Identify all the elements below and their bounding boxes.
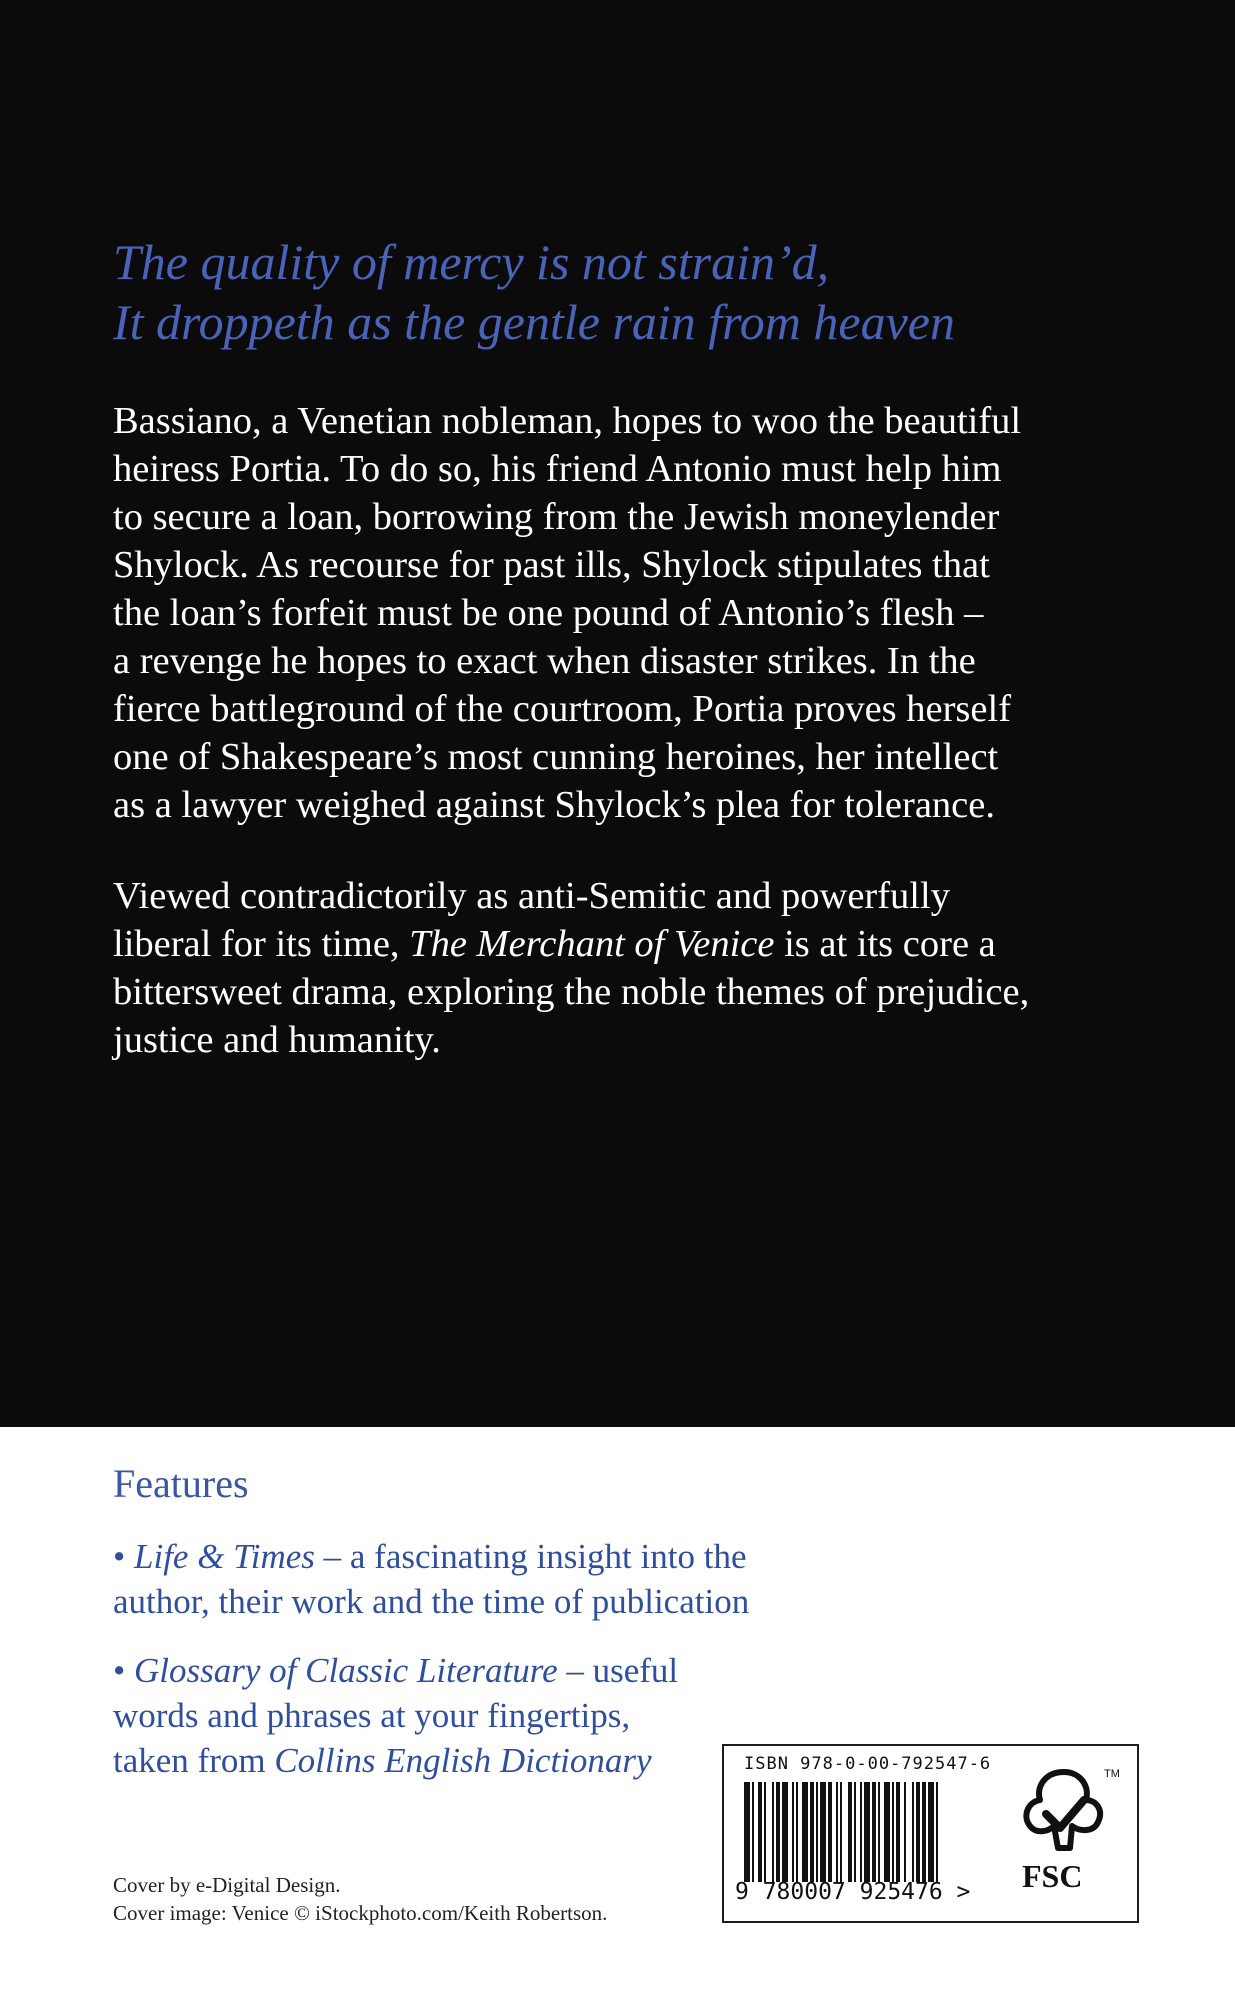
synopsis-line: fierce battleground of the courtroom, Portia proves herself bbox=[113, 688, 1012, 730]
synopsis-line: a revenge he hopes to exact when disaster strikes. In the bbox=[113, 640, 976, 682]
barcode-bar bbox=[848, 1782, 852, 1882]
feature-line: words and phrases at your fingertips, bbox=[113, 1696, 631, 1735]
barcode-bar bbox=[836, 1782, 838, 1882]
fsc-tree-icon bbox=[1014, 1766, 1114, 1856]
barcode-bar bbox=[864, 1782, 870, 1882]
barcode-bar bbox=[922, 1782, 926, 1882]
cover-credits bbox=[113, 1871, 607, 1927]
synopsis-line bbox=[113, 920, 1143, 968]
barcode-bar bbox=[796, 1782, 798, 1882]
barcode-bar bbox=[916, 1782, 920, 1882]
barcode-bar bbox=[802, 1782, 808, 1882]
barcode-bar bbox=[752, 1782, 754, 1882]
feature-line bbox=[113, 1648, 678, 1693]
barcode-digits: 9 780007 925476 > bbox=[735, 1879, 971, 1905]
barcode-bar bbox=[820, 1782, 826, 1882]
synopsis-line: the loan’s forfeit must be one pound of Antonio’s flesh – bbox=[113, 592, 984, 634]
barcode-bar bbox=[884, 1782, 890, 1882]
book-title: The Merchant of Venice bbox=[409, 923, 775, 965]
barcode-bar bbox=[758, 1782, 762, 1882]
synopsis-text: is at its core a bbox=[774, 923, 996, 965]
synopsis-paragraph-2 bbox=[113, 872, 1143, 1064]
feature-item-glossary bbox=[113, 1648, 678, 1783]
credit-line: Cover image: Venice © iStockphoto.com/Keith Robertson. bbox=[113, 1901, 608, 1925]
barcode-bar bbox=[828, 1782, 832, 1882]
synopsis-line: Bassiano, a Venetian nobleman, hopes to woo the beautiful bbox=[113, 400, 1022, 442]
barcode-bar bbox=[936, 1782, 938, 1882]
feature-line: author, their work and the time of publication bbox=[113, 1582, 750, 1621]
barcode-bar bbox=[776, 1782, 780, 1882]
barcode-bar bbox=[840, 1782, 842, 1882]
dictionary-title: Collins English Dictionary bbox=[274, 1741, 652, 1780]
fsc-label: FSC bbox=[1022, 1858, 1083, 1894]
synopsis-line: to secure a loan, borrowing from the Jewish moneylender bbox=[113, 496, 1000, 538]
feature-name: Glossary of Classic Literature bbox=[134, 1651, 558, 1690]
bullet: • bbox=[113, 1537, 135, 1576]
barcode-panel bbox=[722, 1744, 1139, 1923]
feature-text: – useful bbox=[557, 1651, 679, 1690]
barcode-bar bbox=[892, 1782, 894, 1882]
barcode-bar bbox=[816, 1782, 818, 1882]
quote-line-1: The quality of mercy is not strain’d, bbox=[113, 234, 830, 290]
barcode-bar bbox=[792, 1782, 794, 1882]
synopsis-text: liberal for its time, bbox=[113, 923, 410, 965]
synopsis-line: Viewed contradictorily as anti-Semitic and powerfully bbox=[113, 875, 950, 917]
feature-name: Life & Times bbox=[134, 1537, 315, 1576]
synopsis-line: as a lawyer weighed against Shylock’s plea for tolerance. bbox=[113, 784, 995, 826]
barcode-bars bbox=[744, 1782, 994, 1882]
barcode-bar bbox=[782, 1782, 788, 1882]
features-heading: Features bbox=[113, 1461, 249, 1506]
barcode-bar bbox=[764, 1782, 766, 1882]
barcode-bar bbox=[928, 1782, 934, 1882]
synopsis-line: one of Shakespeare’s most cunning heroines, her intellect bbox=[113, 736, 999, 778]
pull-quote bbox=[113, 232, 1173, 352]
synopsis-line: bittersweet drama, exploring the noble themes of prejudice, bbox=[113, 971, 1030, 1013]
feature-line bbox=[113, 1738, 678, 1783]
barcode-bar bbox=[860, 1782, 862, 1882]
barcode-bar bbox=[744, 1782, 750, 1882]
barcode-bar bbox=[878, 1782, 880, 1882]
barcode-bar bbox=[912, 1782, 914, 1882]
feature-item-life-times bbox=[113, 1534, 749, 1624]
barcode-bar bbox=[854, 1782, 856, 1882]
synopsis-paragraph-1 bbox=[113, 397, 1143, 829]
bullet: • bbox=[113, 1651, 135, 1690]
isbn-label: ISBN 978-0-00-792547-6 bbox=[744, 1754, 992, 1774]
feature-text: – a fascinating insight into the bbox=[314, 1537, 747, 1576]
quote-line-2: It droppeth as the gentle rain from heaven bbox=[113, 294, 955, 350]
barcode-bar bbox=[810, 1782, 814, 1882]
credit-line: Cover by e-Digital Design. bbox=[113, 1873, 341, 1897]
barcode-bar bbox=[872, 1782, 876, 1882]
trademark-label: TM bbox=[1104, 1768, 1120, 1780]
synopsis-line: Shylock. As recourse for past ills, Shylock stipulates that bbox=[113, 544, 990, 586]
synopsis-line: heiress Portia. To do so, his friend Antonio must help him bbox=[113, 448, 1002, 490]
barcode-bar bbox=[896, 1782, 900, 1882]
feature-text: taken from bbox=[113, 1741, 275, 1780]
synopsis-line: justice and humanity. bbox=[113, 1019, 441, 1061]
feature-line bbox=[113, 1534, 749, 1579]
barcode-bar bbox=[772, 1782, 774, 1882]
barcode-bar bbox=[904, 1782, 906, 1882]
